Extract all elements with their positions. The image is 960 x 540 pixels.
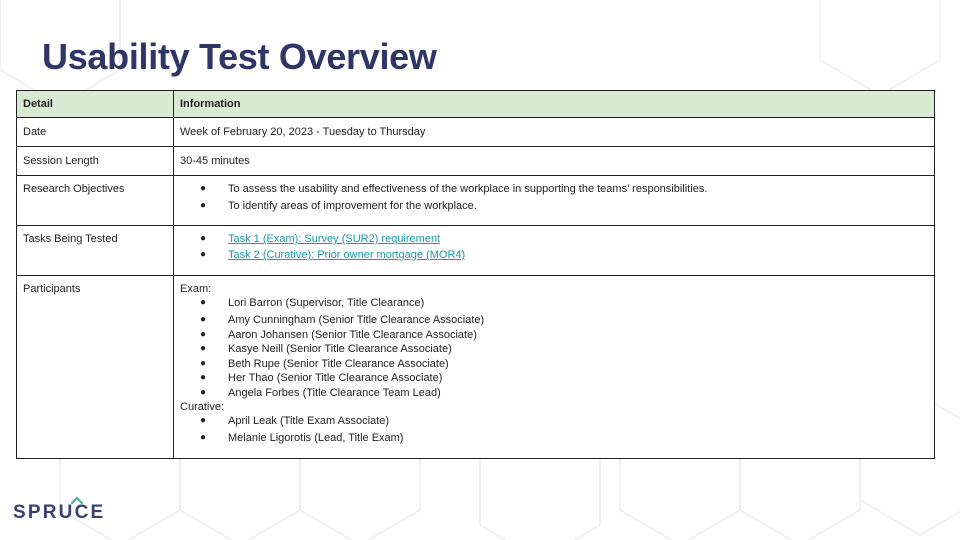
list-item	[180, 296, 928, 310]
participants-cell	[174, 276, 935, 459]
bullet-icon: ●	[200, 233, 207, 244]
overview-table	[16, 90, 935, 459]
participants-label: Participants	[17, 276, 174, 459]
tasks-cell	[174, 226, 935, 276]
list-item	[180, 386, 928, 400]
exam-group-label: Exam:	[180, 283, 212, 295]
bullet-icon: ●	[200, 386, 207, 398]
bullet-icon: ●	[200, 357, 207, 369]
bullet-icon: ●	[200, 314, 207, 325]
bullet-icon: ●	[200, 183, 207, 194]
list-item	[180, 371, 928, 385]
participant-name: Angela Forbes (Title Clearance Team Lead)	[228, 386, 441, 399]
participant-name: April Leak (Title Exam Associate)	[228, 415, 389, 427]
header-information: Information	[174, 91, 935, 118]
bullet-icon: ●	[200, 432, 207, 443]
bullet-icon: ●	[200, 249, 207, 260]
slide-title: Usability Test Overview	[42, 36, 437, 77]
table-row	[17, 118, 935, 147]
bullet-icon: ●	[200, 372, 207, 383]
task-1-link[interactable]: Task 1 (Exam): Survey (SUR2) requirement	[228, 233, 441, 245]
participant-name: Beth Rupe (Senior Title Clearance Associate)	[228, 357, 449, 370]
spruce-logo	[13, 496, 113, 524]
participant-name: Aaron Johansen (Senior Title Clearance Associate)	[228, 328, 477, 341]
date-value: Week of February 20, 2023 - Tuesday to Thursday	[174, 118, 935, 147]
objective-text: To identify areas of improvement for the workplace.	[228, 200, 477, 212]
research-objectives-cell	[174, 176, 935, 226]
bullet-icon: ●	[200, 328, 207, 340]
list-item	[180, 199, 928, 213]
table-row	[17, 176, 935, 226]
list-item	[180, 182, 928, 196]
list-item	[180, 342, 928, 356]
participant-name: Amy Cunningham (Senior Title Clearance Associate)	[228, 314, 485, 326]
session-length-value: 30-45 minutes	[174, 147, 935, 176]
logo-text: SPRUCE	[13, 502, 106, 523]
objective-text: To assess the usability and effectiveness of the workplace in supporting the teams’ responsibilities.	[228, 183, 708, 195]
bullet-icon: ●	[200, 200, 207, 211]
list-item	[180, 232, 928, 246]
session-length-label: Session Length	[17, 147, 174, 176]
list-item	[180, 357, 928, 371]
participant-name: Kasye Neill (Senior Title Clearance Associate)	[228, 343, 452, 355]
table-row	[17, 147, 935, 176]
participant-name: Her Thao (Senior Title Clearance Associate)	[228, 372, 443, 384]
bullet-icon: ●	[200, 343, 207, 354]
participant-name: Melanie Ligorotis (Lead, Title Exam)	[228, 432, 404, 444]
exam-participants-list	[180, 296, 928, 400]
curative-participants-list	[180, 414, 928, 445]
header-detail: Detail	[17, 91, 174, 118]
curative-group-label: Curative:	[180, 401, 225, 413]
research-objectives-label: Research Objectives	[17, 176, 174, 226]
table-row	[17, 226, 935, 276]
task-2-link[interactable]: Task 2 (Curative): Prior owner mortgage (MOR4)	[228, 249, 466, 261]
list-item	[180, 431, 928, 445]
table-header-row	[17, 91, 935, 118]
tasks-list	[180, 232, 928, 262]
list-item	[180, 328, 928, 342]
list-item	[180, 414, 928, 428]
objectives-list	[180, 182, 928, 213]
list-item	[180, 248, 928, 262]
table-row	[17, 276, 935, 459]
bullet-icon: ●	[200, 297, 207, 308]
bullet-icon: ●	[200, 415, 207, 426]
participant-name: Lori Barron (Supervisor, Title Clearance)	[228, 297, 425, 309]
tasks-label: Tasks Being Tested	[17, 226, 174, 276]
list-item	[180, 313, 928, 327]
date-label: Date	[17, 118, 174, 147]
